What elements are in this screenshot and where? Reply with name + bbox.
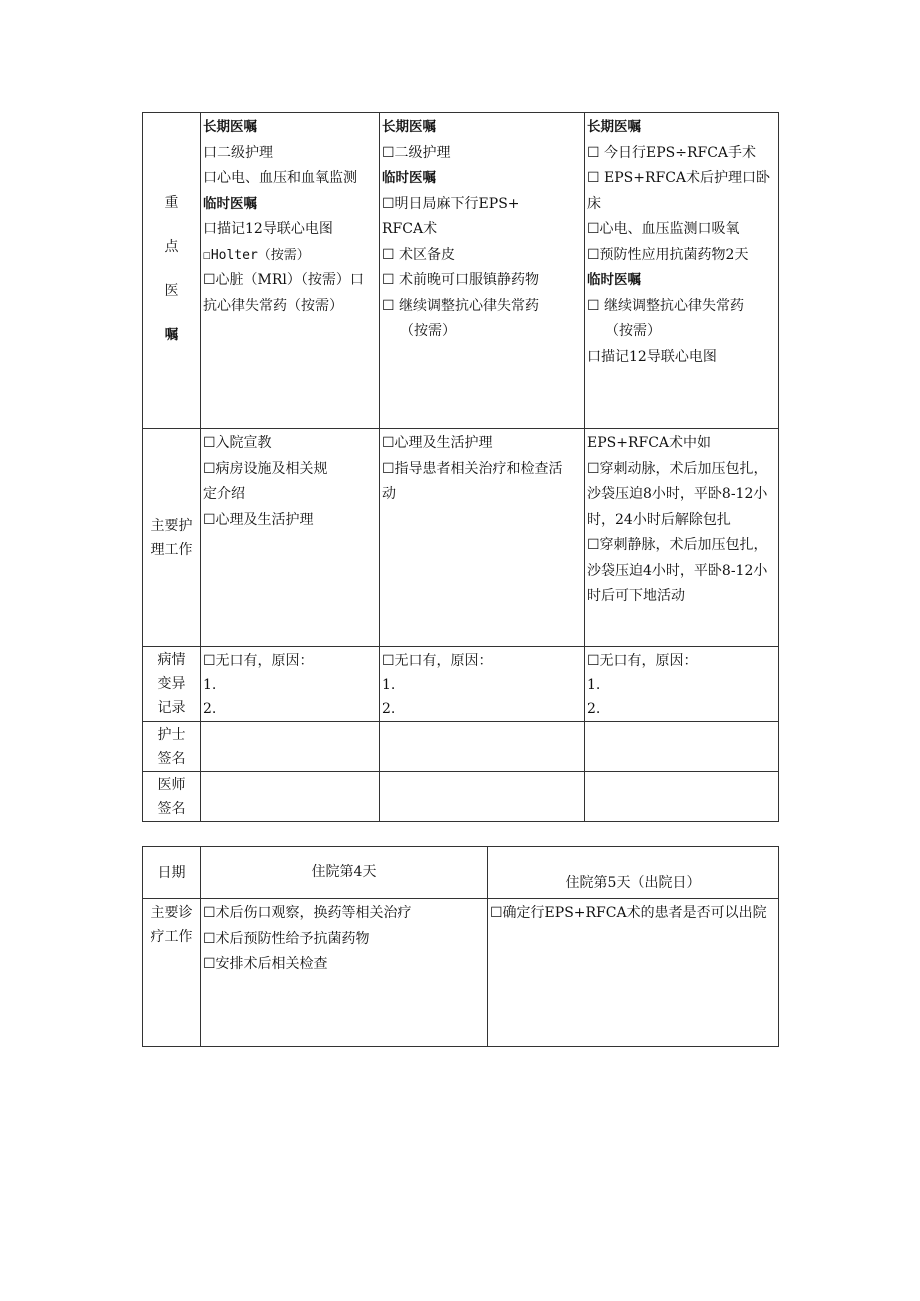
date-label: 日期	[143, 847, 201, 899]
label-line: 签名	[157, 800, 186, 817]
order-item: 口描记12导联心电图	[203, 221, 333, 237]
nursing-item: 动	[382, 486, 396, 502]
label-char: 点	[164, 239, 179, 255]
label-line: 记录	[157, 700, 186, 716]
order-item: ☐ EPS+RFCA术后护理口卧床	[587, 170, 771, 212]
treatment-day4	[201, 899, 488, 1047]
order-item: ☐ 术前晚可口服镇静药物	[382, 272, 540, 288]
temporary-orders-heading: 临时医嘱	[203, 195, 257, 212]
orders-day2	[201, 113, 380, 429]
discharge-pathway-table	[142, 846, 779, 1047]
nursing-day2	[201, 429, 380, 647]
variance-reason-2: 2.	[203, 701, 217, 717]
nursing-day4	[585, 429, 779, 647]
key-orders-label	[143, 113, 201, 429]
nursing-item: ☐穿刺动脉，术后加压包扎，	[587, 460, 768, 477]
label-line: 主要诊	[150, 905, 193, 921]
nursing-item: ☐穿刺静脉，术后加压包扎，	[587, 537, 768, 553]
order-item: （按需）	[400, 323, 456, 339]
variance-day3	[380, 647, 585, 722]
doctor-signature-day3[interactable]	[380, 772, 585, 822]
variance-reason-2: 2.	[382, 701, 396, 717]
nursing-item: 定介绍	[203, 486, 245, 502]
nursing-item: ☐心理及生活护理	[203, 511, 314, 528]
order-item: （按需）	[605, 323, 661, 339]
order-item: 口描记12导联心电图	[587, 348, 717, 365]
nursing-item: 沙袋压迫4小时，平卧8-12小	[587, 562, 768, 579]
treatment-row	[143, 899, 779, 1047]
label-line: 理工作	[150, 541, 193, 558]
long-term-orders-heading: 长期医嘱	[587, 119, 641, 135]
nursing-item: 沙袋压迫8小时，平卧8-12小	[587, 486, 768, 502]
order-item: 口心电、血压和血氧监测	[203, 170, 357, 186]
nurse-signature-day2[interactable]	[201, 722, 380, 772]
variance-reason-1: 1.	[382, 677, 396, 693]
order-item: ☐ 今日行EPS÷RFCA手术	[587, 144, 757, 161]
treatment-item: ☐术后伤口观察，换药等相关治疗	[203, 905, 412, 921]
nursing-item: ☐指导患者相关治疗和检查活	[382, 460, 563, 477]
day5-header-text: 住院第5天（出院日）	[565, 874, 701, 891]
variance-row	[143, 647, 779, 722]
treatment-item: ☐术后预防性给予抗菌药物	[203, 930, 370, 947]
label-line: 疗工作	[150, 929, 193, 945]
order-item: 口二级护理	[203, 144, 273, 161]
label-line: 病情	[157, 652, 186, 668]
treatment-item: ☐安排术后相关检查	[203, 956, 328, 972]
day4-header: 住院第4天	[201, 847, 488, 899]
nursing-item: 时，24小时后解除包扎	[587, 511, 731, 528]
order-item: ☐ 术区备皮	[382, 246, 456, 263]
order-item: ☐心脏（MRl）（按需）口	[203, 272, 364, 288]
label-line: 变异	[157, 676, 186, 692]
order-item: ☐Holter（按需）	[203, 247, 310, 263]
long-term-orders-heading: 长期医嘱	[382, 119, 436, 135]
orders-day4	[585, 113, 779, 429]
variance-choice: ☐无口有，原因：	[587, 653, 698, 669]
treatment-item: ☐确定行EPS+RFCA术的患者是否可以出院	[490, 905, 767, 921]
label-char: 医	[164, 283, 179, 299]
nursing-item: ☐入院宣教	[203, 435, 272, 451]
nursing-work-row	[143, 429, 779, 647]
variance-reason-2: 2.	[587, 701, 601, 717]
key-orders-row	[143, 113, 779, 429]
label-char: 重	[164, 195, 179, 211]
doctor-signature-day4[interactable]	[585, 772, 779, 822]
temporary-orders-heading: 临时医嘱	[587, 272, 641, 288]
label-char: 嘱	[164, 327, 179, 343]
nursing-item: 时后可下地活动	[587, 588, 685, 604]
variance-label	[143, 647, 201, 722]
order-item: ☐预防性应用抗菌药物2天	[587, 246, 749, 263]
doctor-signature-label	[143, 772, 201, 822]
order-item: RFCA术	[382, 221, 438, 237]
variance-choice: ☐无口有，原因：	[203, 653, 314, 669]
order-item: 抗心律失常药（按需）	[203, 297, 343, 314]
order-item: ☐ 继续调整抗心律失常药	[587, 297, 745, 314]
temporary-orders-heading: 临时医嘱	[382, 170, 436, 186]
label-line: 主要护	[150, 517, 193, 534]
treatment-label	[143, 899, 201, 1047]
nursing-item: ☐病房设施及相关规	[203, 460, 328, 477]
variance-day2	[201, 647, 380, 722]
variance-reason-1: 1.	[587, 677, 601, 693]
order-item: ☐明日局麻下行EPS+	[382, 195, 520, 212]
nurse-signature-day4[interactable]	[585, 722, 779, 772]
doctor-signature-day2[interactable]	[201, 772, 380, 822]
doctor-signature-row	[143, 772, 779, 822]
order-item: ☐ 继续调整抗心律失常药	[382, 297, 540, 314]
nurse-signature-label	[143, 722, 201, 772]
order-item: ☐心电、血压监测口吸氧	[587, 221, 740, 237]
orders-day3	[380, 113, 585, 429]
variance-choice: ☐无口有，原因：	[382, 653, 493, 669]
clinical-pathway-table	[142, 112, 779, 822]
variance-day4	[585, 647, 779, 722]
treatment-day5	[488, 899, 779, 1047]
order-item: ☐二级护理	[382, 144, 451, 161]
variance-reason-1: 1.	[203, 677, 217, 693]
nursing-work-label	[143, 429, 201, 647]
nursing-item: ☐心理及生活护理	[382, 435, 493, 451]
nursing-item: EPS+RFCA术中如	[587, 435, 712, 451]
label-line: 签名	[157, 750, 186, 767]
label-line: 护士	[157, 726, 186, 743]
nurse-signature-row	[143, 722, 779, 772]
label-line: 医师	[157, 776, 186, 793]
nursing-day3	[380, 429, 585, 647]
day5-header	[488, 847, 779, 899]
date-row	[143, 847, 779, 899]
nurse-signature-day3[interactable]	[380, 722, 585, 772]
long-term-orders-heading: 长期医嘱	[203, 119, 257, 135]
